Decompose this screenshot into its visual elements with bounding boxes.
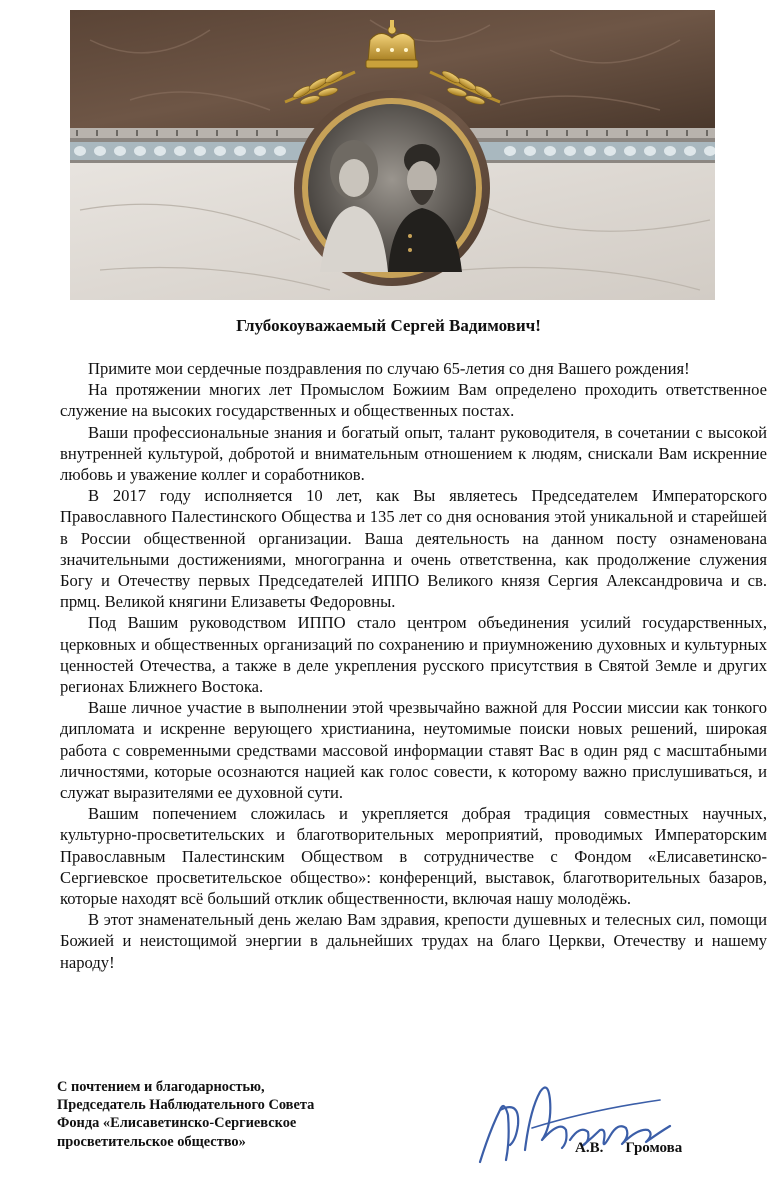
closing-block — [57, 1078, 417, 1151]
paragraph: Вашим попечением сложилась и укрепляется добрая традиция совместных научных, культурно-просветительских и благотворительных мероприятий, проводимых Императорским Православным Палестинским Обществом в сотрудничестве с Фондом «Елисаветинско-Сергиевское просветительское общество»: конференций, выставок, благотворительных базаров, которые находят всё больший отклик общественности, включая нашу молодёжь. — [60, 804, 767, 909]
paragraph: Ваше личное участие в выполнении этой чрезвычайно важной для России миссии как тонкого дипломата и искренне верующего христианина, неутомимые поиски новых решений, широкая работа с современными средствами массовой информации ставят Вас в один ряд с масштабными личностями, которые осознаются нацией как голос совести, к которому важно прислушиваться, и служат выразителями ее духовной сути. — [60, 698, 767, 803]
signer-surname: Громова — [625, 1140, 683, 1156]
portrait-medallion — [294, 90, 490, 286]
banner-image — [70, 10, 715, 300]
paragraph: Примите мои сердечные поздравления по случаю 65-летия со дня Вашего рождения! — [88, 359, 690, 378]
salutation: Глубокоуважаемый Сергей Вадимович! — [236, 316, 541, 335]
paragraph: На протяжении многих лет Промыслом Божиим Вам определено проходить ответственное служение на высоких государственных и общественных постах. — [60, 380, 767, 421]
signer-name — [575, 1140, 682, 1157]
closing-line: С почтением и благодарностью, — [57, 1079, 265, 1095]
signer-initials: А.В. — [575, 1140, 604, 1156]
paragraph: В 2017 году исполняется 10 лет, как Вы являетесь Председателем Императорского Православного Палестинского Общества и 135 лет со дня основания этой уникальной и старейшей в России общественной организации. Ваша деятельность на данном посту ознаменована значительными достижениями, многогранна и очень ответственна, как продолжение служения Богу и Отечеству первых Председателей ИППО Великого князя Сергия Александровича и св. прмц. Великой княгини Елизаветы Федоровны. — [60, 486, 767, 612]
paragraph: Ваши профессиональные знания и богатый опыт, талант руководителя, в сочетании с высокой внутренней культурой, добротой и внимательным отношением к людям, снискали Вам искренние любовь и уважение коллег и соработников. — [60, 422, 767, 485]
letter-body — [60, 358, 767, 973]
closing-line: Председатель Наблюдательного Совета — [57, 1097, 315, 1114]
paragraph: В этот знаменательный день желаю Вам здравия, крепости душевных и телесных сил, помощи Божией и неистощимой энергии в дальнейших трудах на благо Церкви, Отечеству и нашему народу! — [60, 910, 767, 972]
header-banner — [70, 10, 715, 300]
paragraph: Под Вашим руководством ИППО стало центром объединения усилий государственных, церковных и общественных организаций по сохранению и приумножению духовных и культурных ценностей Отечества, а также в деле укрепления русского присутствия в Святой Земле и других регионах Ближнего Востока. — [60, 613, 767, 697]
closing-line: Фонда «Елисаветинско-Сергиевское — [57, 1115, 297, 1132]
closing-line: просветительское общество» — [57, 1133, 246, 1150]
